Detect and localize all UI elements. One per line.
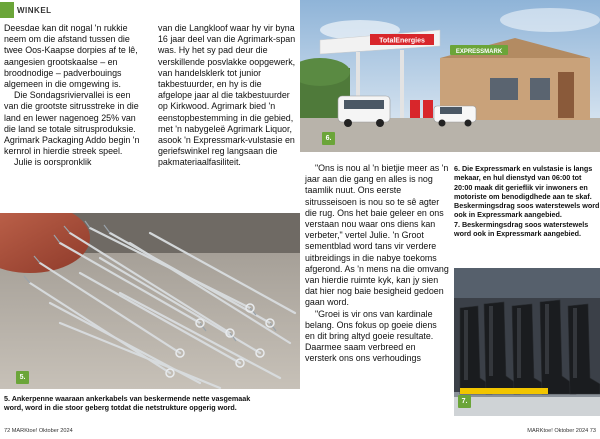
- caption-7: 7. Beskermingsdrag soos waterstewels word ook in Expressmark aangebied.: [454, 219, 589, 239]
- article-paragraph: Die Sondagsriviervallei is een van die grootste sitrusstreke in die land en lewer nagenoeg 25% van die land se totale sitrusproduksie. Agrimark Packaging Addo begin 'n kernrol in hierdie streek speel.: [4, 90, 140, 157]
- section-header: [0, 0, 52, 20]
- section-label: WINKEL: [17, 5, 52, 15]
- filling-station-photo: [300, 0, 600, 152]
- article-column-2: [158, 23, 296, 169]
- article-paragraph: Julie is oorspronklik: [14, 157, 92, 168]
- article-paragraph: "Groei is vir ons van kardinale belang. Ons fokus op goeie diens en dit bring altyd goeie resultate. Daarmee saam verbreed en versterk ons ons verhoudings: [305, 308, 437, 364]
- article-column-1: [4, 23, 147, 169]
- article-paragraph: van die Langkloof waar hy vir byna 16 jaar deel van die Agrimark-span was. Hy het sy pad deur die verskillende posvlakke oopgewerk, van handelsklerk tot junior takbestuurder, en hy is die afgelope jaar al die takbestuurder op Kirkwood. Agrimark bied 'n eenstopbestemming in die gebied, met 'n nabygeleë Agrimark Liquor, asook 'n Expressmark-vulstasie en geriefswinkel reg langsaan die pakmateriaalfasiliteit.: [158, 23, 296, 168]
- gumboots-photo: [454, 268, 600, 416]
- article-column-3: [305, 163, 449, 365]
- page-footer-left: 72 MARKtoe! Oktober 2024: [4, 428, 73, 434]
- filling-station-illustration: [300, 0, 600, 152]
- photo-number-badge: 6.: [322, 132, 335, 145]
- photo-caption-5: [4, 394, 266, 413]
- shop-sign: EXPRESSMARK: [455, 49, 503, 55]
- anchor-pins-photo: [0, 213, 300, 389]
- photo-number-badge: 7.: [458, 395, 471, 408]
- photo-number-badge: 5.: [16, 371, 29, 384]
- article-paragraph: "Ons is nou al 'n bietjie meer as 'n jaar aan die gang en alles is nog taamlik nuut. Ons eerste sitrusseisoen is nou so te sê agter die rug. Ons het baie geleer en ons verstaan nou waar ons diens kan verbeter," vertel Julie. 'n Groot sementblad word tans vir verdere uitbreidings in die nabye toekoms afgerond. As 'n mens na die omvang van hierdie ruimte kyk, kan jy sien dat hier nog baie besigheid gedoen gaan word.: [305, 163, 449, 308]
- gumboots-illustration: [454, 268, 600, 416]
- photo-captions-6-7: [454, 164, 600, 238]
- section-color-bar: [0, 2, 14, 18]
- caption-6: 6. Die Expressmark en vulstasie is langs mekaar, en hul dienstyd van 06:00 tot 20:00 maak dit gerieflik vir inwoners en motoriste om benodigdhede aan te skaf. Beskermingsdrag soos waterstewels word ook in Expressmark aangebied.: [454, 164, 600, 220]
- article-paragraph: Deesdae kan dit nogal 'n rukkie neem om die afstand tussen die twee Oos-Kaapse dorpies af te lê, aangesien grootskaalse – en broodnodige – padverbouings algemeen in die omgewing is.: [4, 23, 138, 90]
- canopy-sign: TotalEnergies: [379, 37, 425, 45]
- caption-5: 5. Ankerpenne waaraan ankerkabels van beskermende nette vasgemaak word, word in die stoor geberg totdat die netstrukture opgerig word.: [4, 394, 251, 413]
- anchor-pins-illustration: [0, 213, 300, 389]
- page-footer-right: MARKtoe! Oktober 2024 73: [527, 428, 596, 434]
